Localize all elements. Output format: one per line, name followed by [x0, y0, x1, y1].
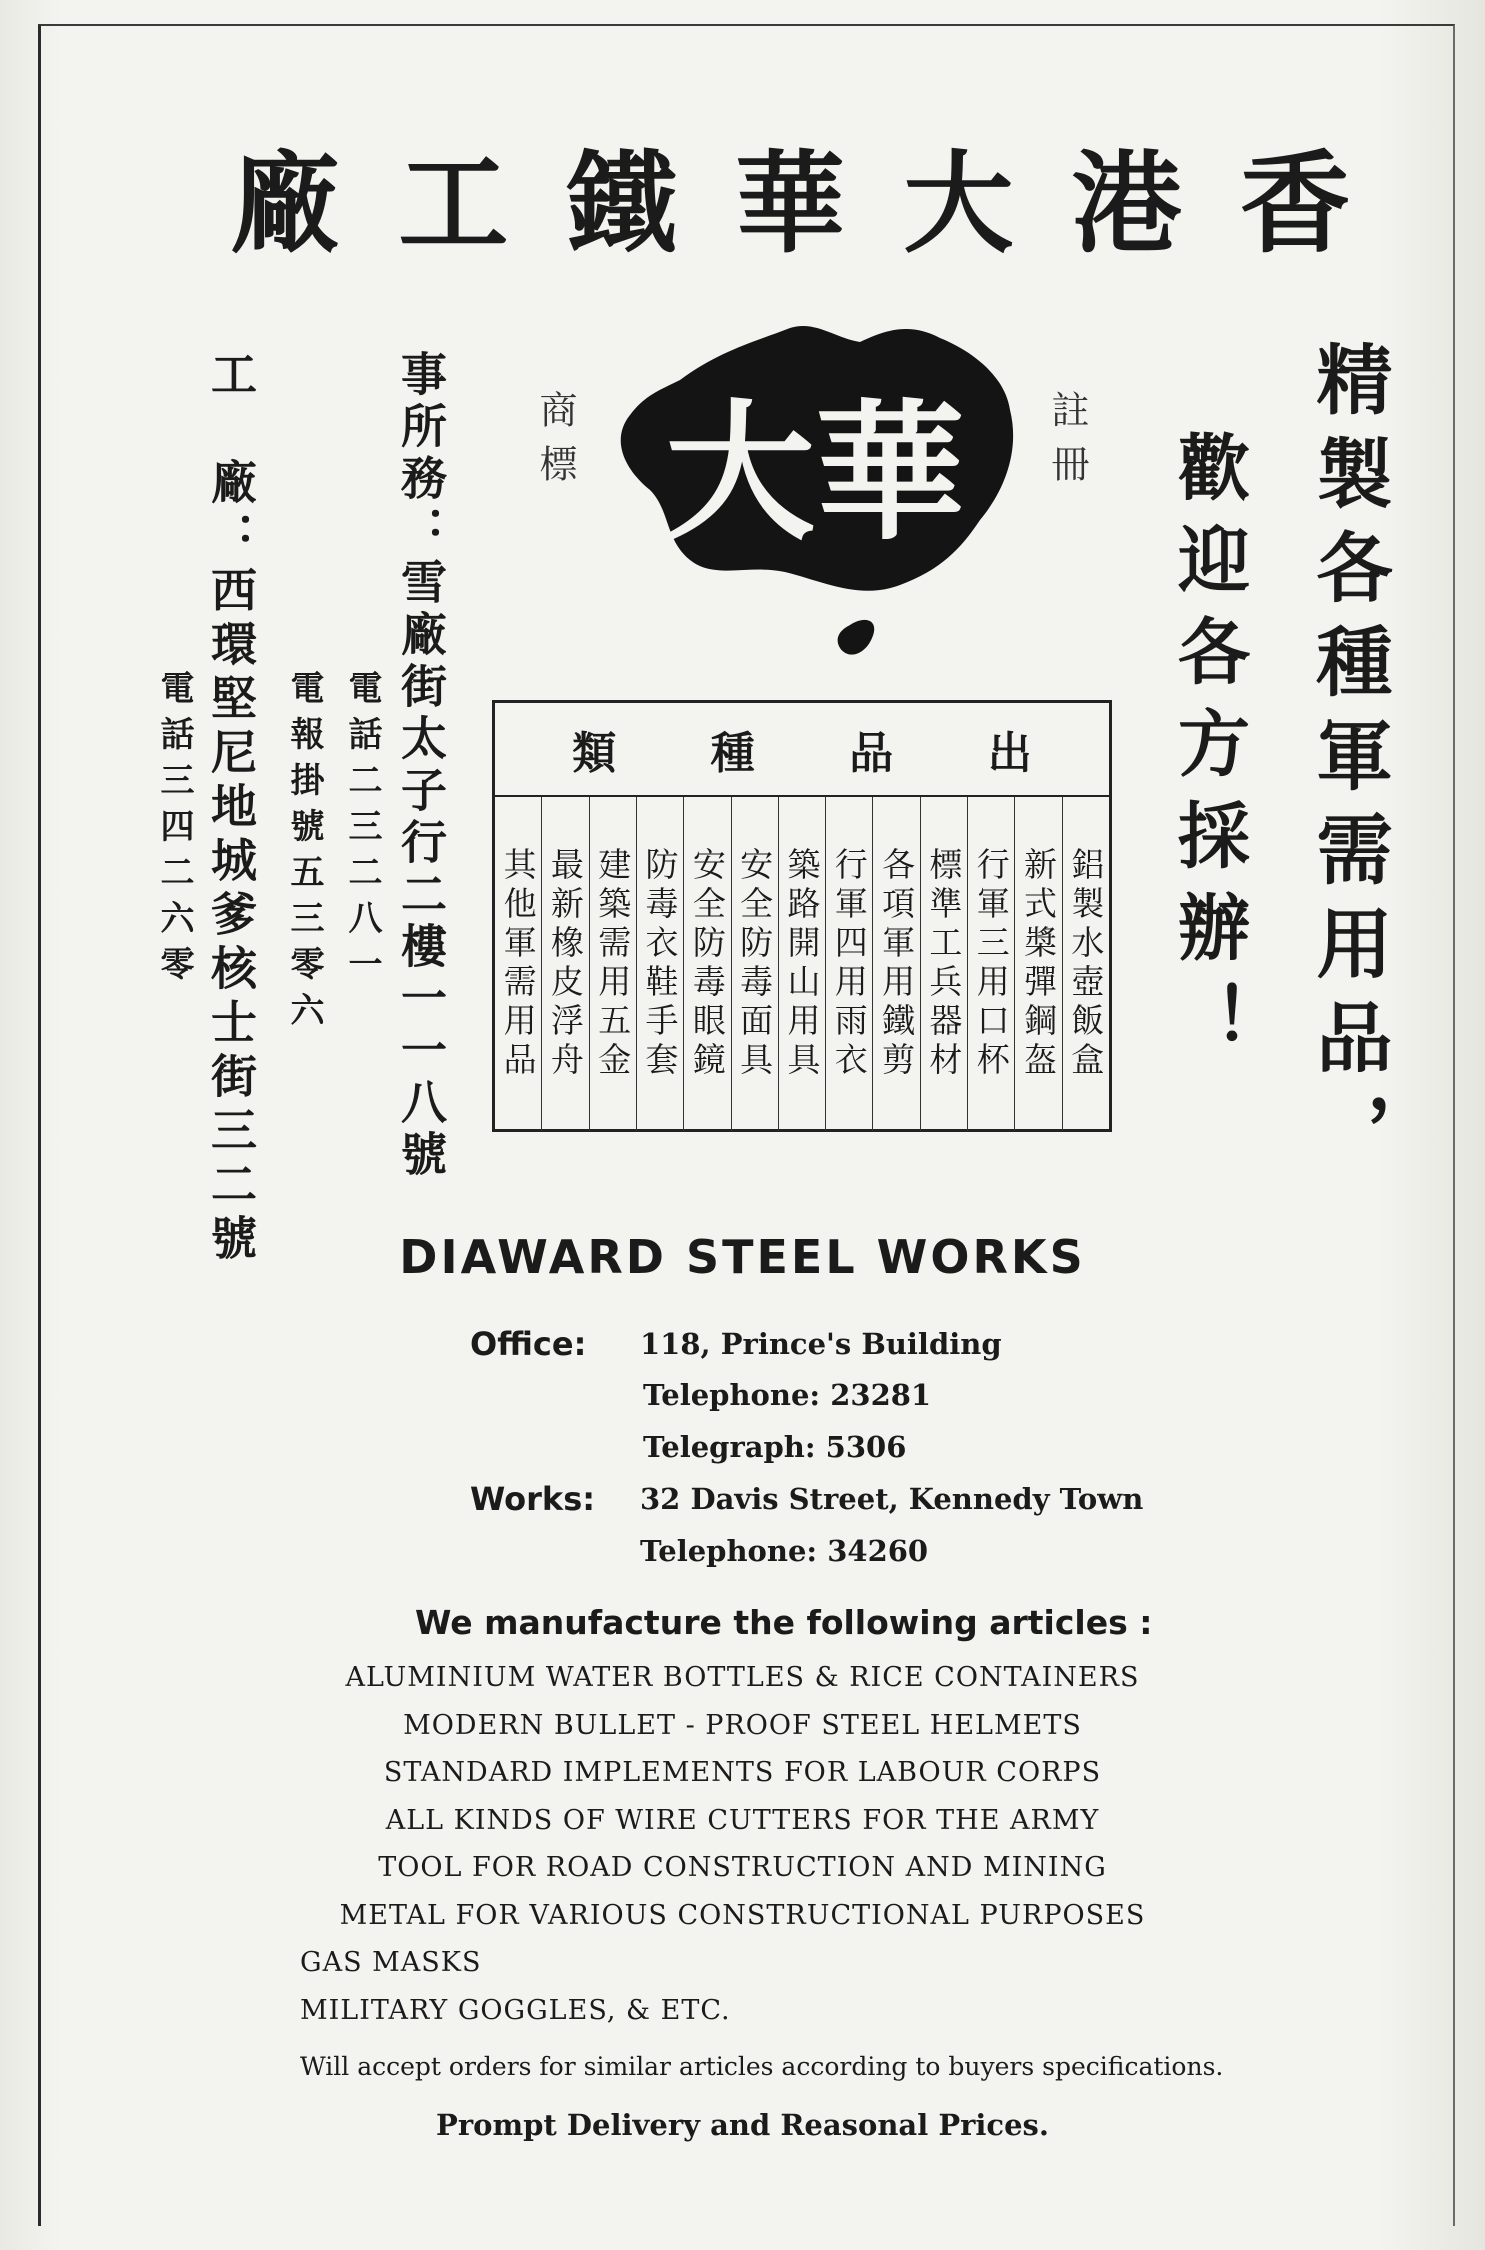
office-label: Office: [470, 1325, 587, 1363]
title-char: 港 [1071, 140, 1182, 268]
office-telephone: Telephone: 23281 [643, 1378, 932, 1412]
manufacture-heading: We manufacture the following articles : [415, 1603, 1153, 1642]
company-title-chinese [230, 130, 1350, 268]
company-name-english: DIAWARD STEEL WORKS [399, 1230, 1086, 1284]
title-char: 鐵 [566, 140, 677, 268]
product-item: 築路開山用具 [778, 797, 825, 1131]
factory-address: 工 廠：西環堅尼地城爹核士街三二號 [204, 350, 258, 1268]
office-phone: 電話二三二八一 [342, 670, 382, 992]
product-item: 各項軍用鐵剪 [872, 797, 919, 1131]
heading-char: 品 [849, 728, 894, 779]
product-item: 安全防毒面具 [731, 797, 778, 1131]
product-item: 新式槳彈鋼盔 [1014, 797, 1061, 1131]
works-telephone: Telephone: 34260 [640, 1534, 929, 1568]
article-line: ALUMINIUM WATER BOTTLES & RICE CONTAINERS [345, 1662, 1140, 1693]
product-item: 標準工兵器材 [920, 797, 967, 1131]
title-char: 華 [734, 140, 845, 268]
trademark-label: 商標 [533, 390, 577, 498]
article-line: ALL KINDS OF WIRE CUTTERS FOR THE ARMY [385, 1805, 1100, 1836]
heading-char: 類 [572, 728, 617, 779]
article-line: METAL FOR VARIOUS CONSTRUCTIONAL PURPOSES [339, 1900, 1146, 1931]
product-item: 安全防毒眼鏡 [683, 797, 730, 1131]
heading-char: 出 [987, 728, 1032, 779]
title-char: 廠 [230, 140, 340, 268]
article-line: TOOL FOR ROAD CONSTRUCTION AND MINING [378, 1852, 1107, 1883]
hainan-island [838, 620, 875, 655]
article-line: MILITARY GOGGLES, & ETC. [300, 1995, 731, 2026]
product-item: 防毒衣鞋手套 [636, 797, 683, 1131]
title-char: 香 [1239, 140, 1350, 268]
product-item: 行軍三用口杯 [967, 797, 1014, 1131]
product-item: 行軍四用雨衣 [825, 797, 872, 1131]
title-char: 工 [398, 140, 509, 268]
title-char: 大 [903, 140, 1014, 268]
office-address: 事所務：雪廠街太子行二樓一一八號 [394, 350, 448, 1182]
logo-mark: 大華 [664, 387, 966, 561]
product-item: 其他軍需用品 [498, 847, 538, 1081]
product-item: 鋁製水壺飯盒 [1062, 797, 1109, 1131]
registered-label: 註冊 [1045, 390, 1089, 498]
china-map-logo [610, 320, 1020, 680]
heading-char: 種 [710, 728, 755, 779]
article-line: MODERN BULLET - PROOF STEEL HELMETS [403, 1710, 1082, 1741]
article-line: STANDARD IMPLEMENTS FOR LABOUR CORPS [383, 1757, 1102, 1788]
products-table-body [495, 797, 1109, 1131]
products-table [492, 700, 1112, 1132]
slogan-quality: 精製各種軍需用品， [1304, 340, 1393, 1186]
office-address-english: 118, Prince's Building [640, 1327, 1002, 1361]
works-address: 32 Davis Street, Kennedy Town [640, 1482, 1144, 1516]
products-table-heading [495, 703, 1109, 797]
office-telegraph: 電報掛號五三零六 [284, 670, 324, 1038]
factory-phone: 電話三四二六零 [154, 670, 194, 992]
slogan-welcome: 歡迎各方採辦！ [1166, 430, 1250, 1074]
article-line: GAS MASKS [300, 1947, 482, 1978]
product-item: 最新橡皮浮舟 [541, 797, 588, 1131]
office-telegraph-english: Telegraph: 5306 [643, 1430, 907, 1464]
custom-orders-note: Will accept orders for similar articles according to buyers specifications. [300, 2052, 1224, 2081]
product-item: 建築需用五金 [589, 797, 636, 1131]
closing-line: Prompt Delivery and Reasonal Prices. [436, 2108, 1049, 2142]
works-label: Works: [470, 1480, 596, 1518]
